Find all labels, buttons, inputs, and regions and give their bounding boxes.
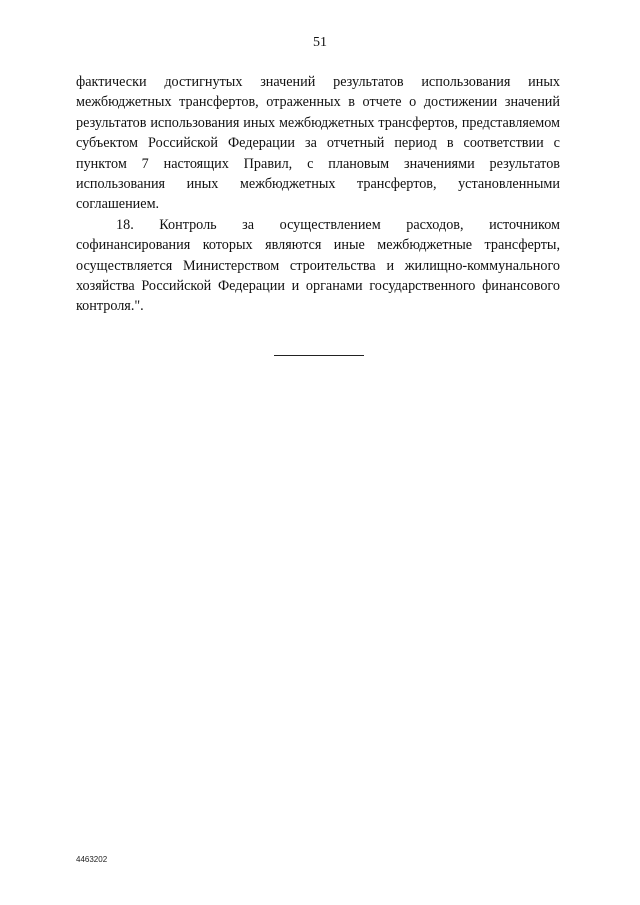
document-code: 4463202: [76, 855, 108, 864]
document-body: [76, 72, 560, 317]
paragraph-item-18: 18. Контроль за осуществлением расходов, источником софинансирования которых являются иные межбюджетные трансферты, осуществляется Министерством строительства и жилищно-коммунального хозяйства Российской Федерации и органами государственного финансового контроля.".: [76, 216, 560, 315]
closing-divider-line: [274, 355, 364, 356]
paragraph-continuation: фактически достигнутых значений результатов использования иных межбюджетных трансфертов, отраженных в отчете о достижении значений результатов использования иных межбюджетных трансфертов, представляемом субъектом Российской Федерации за отчетный период в соответствии с пунктом 7 настоящих Правил, с плановым значениями результатов использования иных межбюджетных трансфертов, установленными соглашением.: [76, 74, 560, 213]
page-number: 51: [313, 35, 327, 50]
